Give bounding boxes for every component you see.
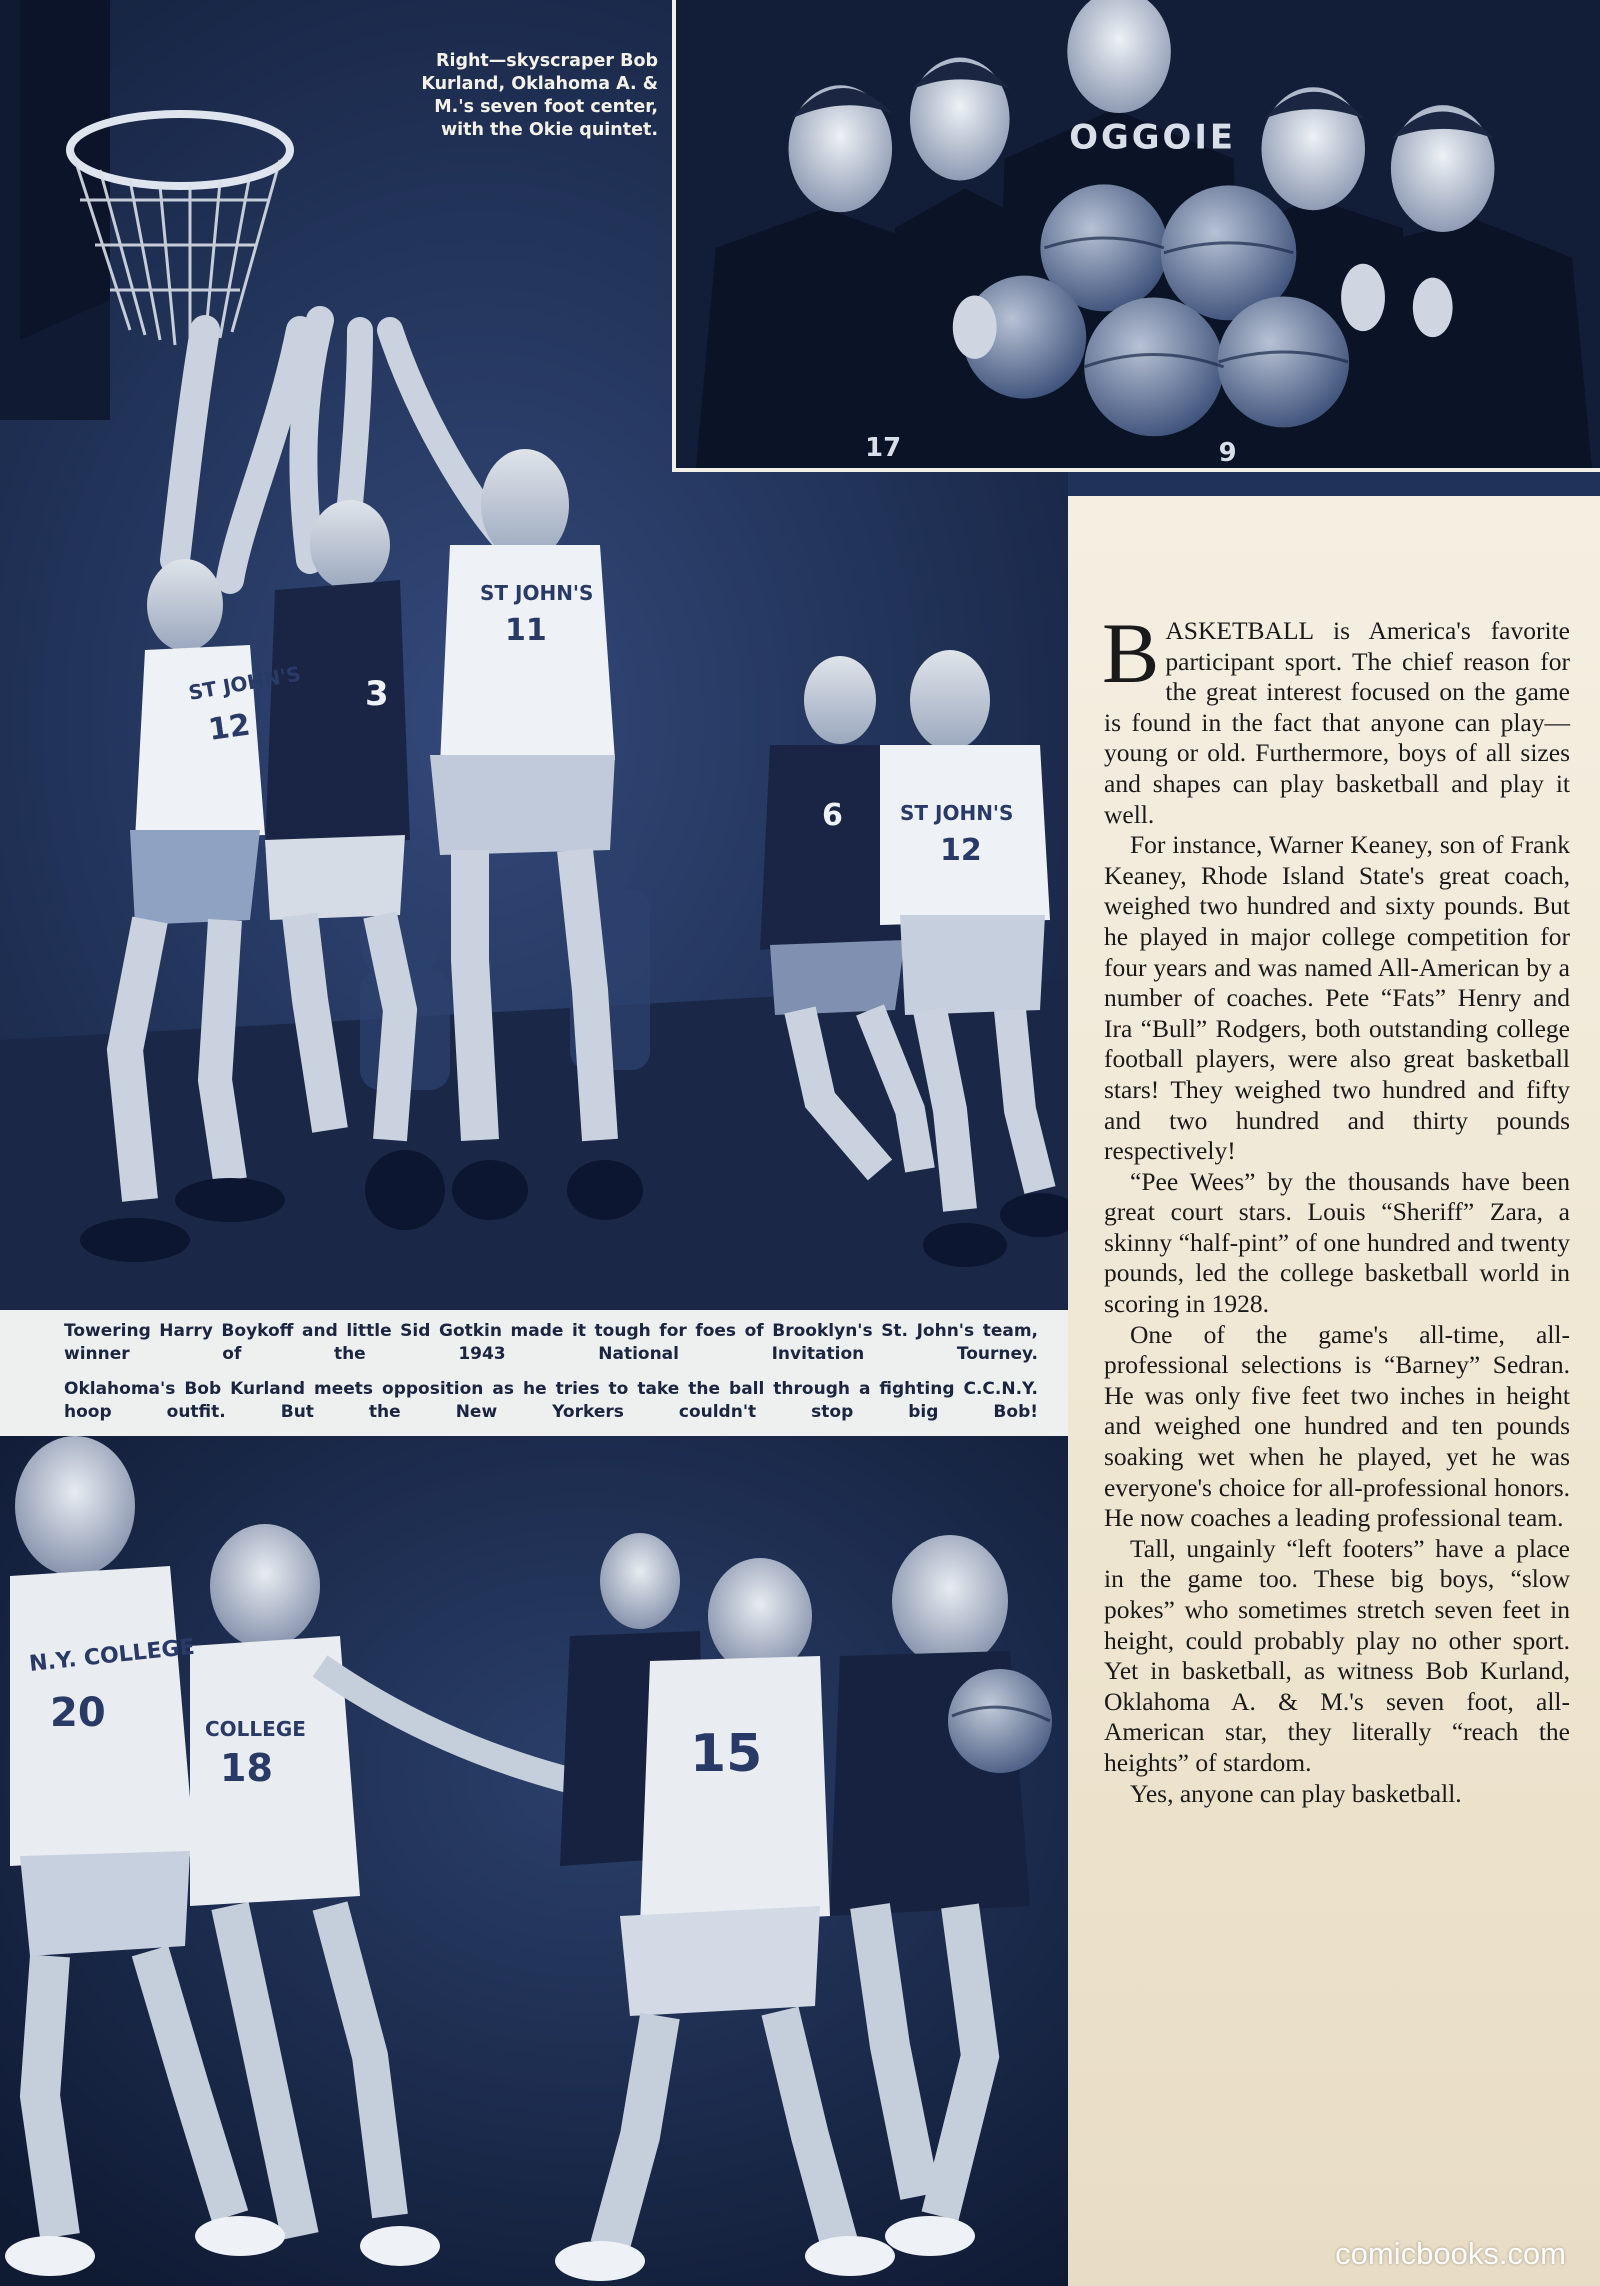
jersey-number-dark-6: 6: [822, 798, 843, 833]
jersey-number-17: 17: [865, 433, 902, 464]
site-watermark: comicbooks.com: [1335, 2236, 1566, 2271]
article-paragraph-6: Yes, anyone can play basketball.: [1130, 1778, 1462, 1808]
jersey-number-18: 18: [220, 1746, 273, 1790]
article-column: [1068, 496, 1600, 2286]
article-paragraph-2: For instance, Warner Keaney, son of Frank Keaney, Rhode Island State's great coach, weighed two hundred and sixty pounds. But he played in major college competition for four years and was named All-American by a number of coaches. Pete “Fats” Henry and Ira “Bull” Rodgers, both outstanding college football players, were also great basketball stars! They weighed two hundred and fifty and two hundred and thirty pounds respectively!: [1104, 830, 1570, 1166]
photo-kurland-vs-ccny: [0, 1436, 1068, 2286]
jersey-lettering-right: ST JOHN'S: [900, 801, 1014, 825]
jersey-lettering-okie: OGGOIE: [1069, 117, 1237, 157]
drop-cap: B: [1102, 605, 1160, 701]
caption-top-right-photo: Right—skyscraper Bob Kurland, Oklahoma A. & M.'s seven foot center, with the Okie quintet.: [421, 51, 658, 140]
photo-oklahoma-quintet: [672, 0, 1600, 472]
jersey-lettering-left: ST JOHN'S: [186, 661, 303, 705]
jersey-number-9: 9: [1218, 438, 1237, 468]
jersey-number-right: 12: [940, 833, 982, 868]
article-paragraph-3: “Pee Wees” by the thousands have been great court stars. Louis “Sheriff” Zara, a skinny “half-pint” of one hundred and twenty pounds, led the college basketball world in scoring in 1928.: [1104, 1166, 1570, 1319]
article-paragraph-5: Tall, ungainly “left footers” have a place in the game too. These big boys, “slow pokes” who sometimes stretch seven feet in height, could probably play no other sport. Yet in basketball, as witness Bob Kurland, Oklahoma A. & M.'s seven foot, all-American star, they literally “reach the heights” of stardom.: [1104, 1533, 1570, 1777]
jersey-number-20: 20: [50, 1690, 106, 1736]
article-paragraph-1: [1102, 605, 1570, 830]
jersey-lettering-college: COLLEGE: [205, 1717, 306, 1741]
jersey-number-15: 15: [690, 1724, 763, 1784]
jersey-lettering-center: ST JOHN'S: [480, 581, 594, 605]
caption-kurland-ccny: Oklahoma's Bob Kurland meets opposition as he tries to take the ball through a fighting C.C.N.Y. hoop outfit. But the New Yorkers couldn't stop big Bob!: [64, 1379, 1038, 1422]
caption-band: [0, 1310, 1068, 1436]
jersey-number-dark: 3: [365, 674, 389, 714]
jersey-lettering-ny-college: N.Y. COLLEGE: [28, 1634, 196, 1677]
article-paragraph-1-text: ASKETBALL is America's favorite participant sport. The chief reason for the great interest focused on the game is found in the fact that anyone can play—young or old. Furthermore, boys of all sizes and shapes can play basketball and play it well.: [1104, 616, 1570, 829]
jersey-number-center: 11: [505, 613, 547, 648]
article-paragraph-4: One of the game's all-time, all-professional selections is “Barney” Sedran. He was only five feet two inches in height and weighed one hundred and ten pounds soaking wet when he played, yet he was everyone's choice for all-professional honors. He now coaches a leading professional team.: [1104, 1319, 1570, 1533]
caption-st-johns: Towering Harry Boykoff and little Sid Gotkin made it tough for foes of Brooklyn's St. John's team, winner of the 1943 National Invitation Tourney.: [64, 1321, 1038, 1364]
jersey-number-left: 12: [206, 707, 253, 748]
